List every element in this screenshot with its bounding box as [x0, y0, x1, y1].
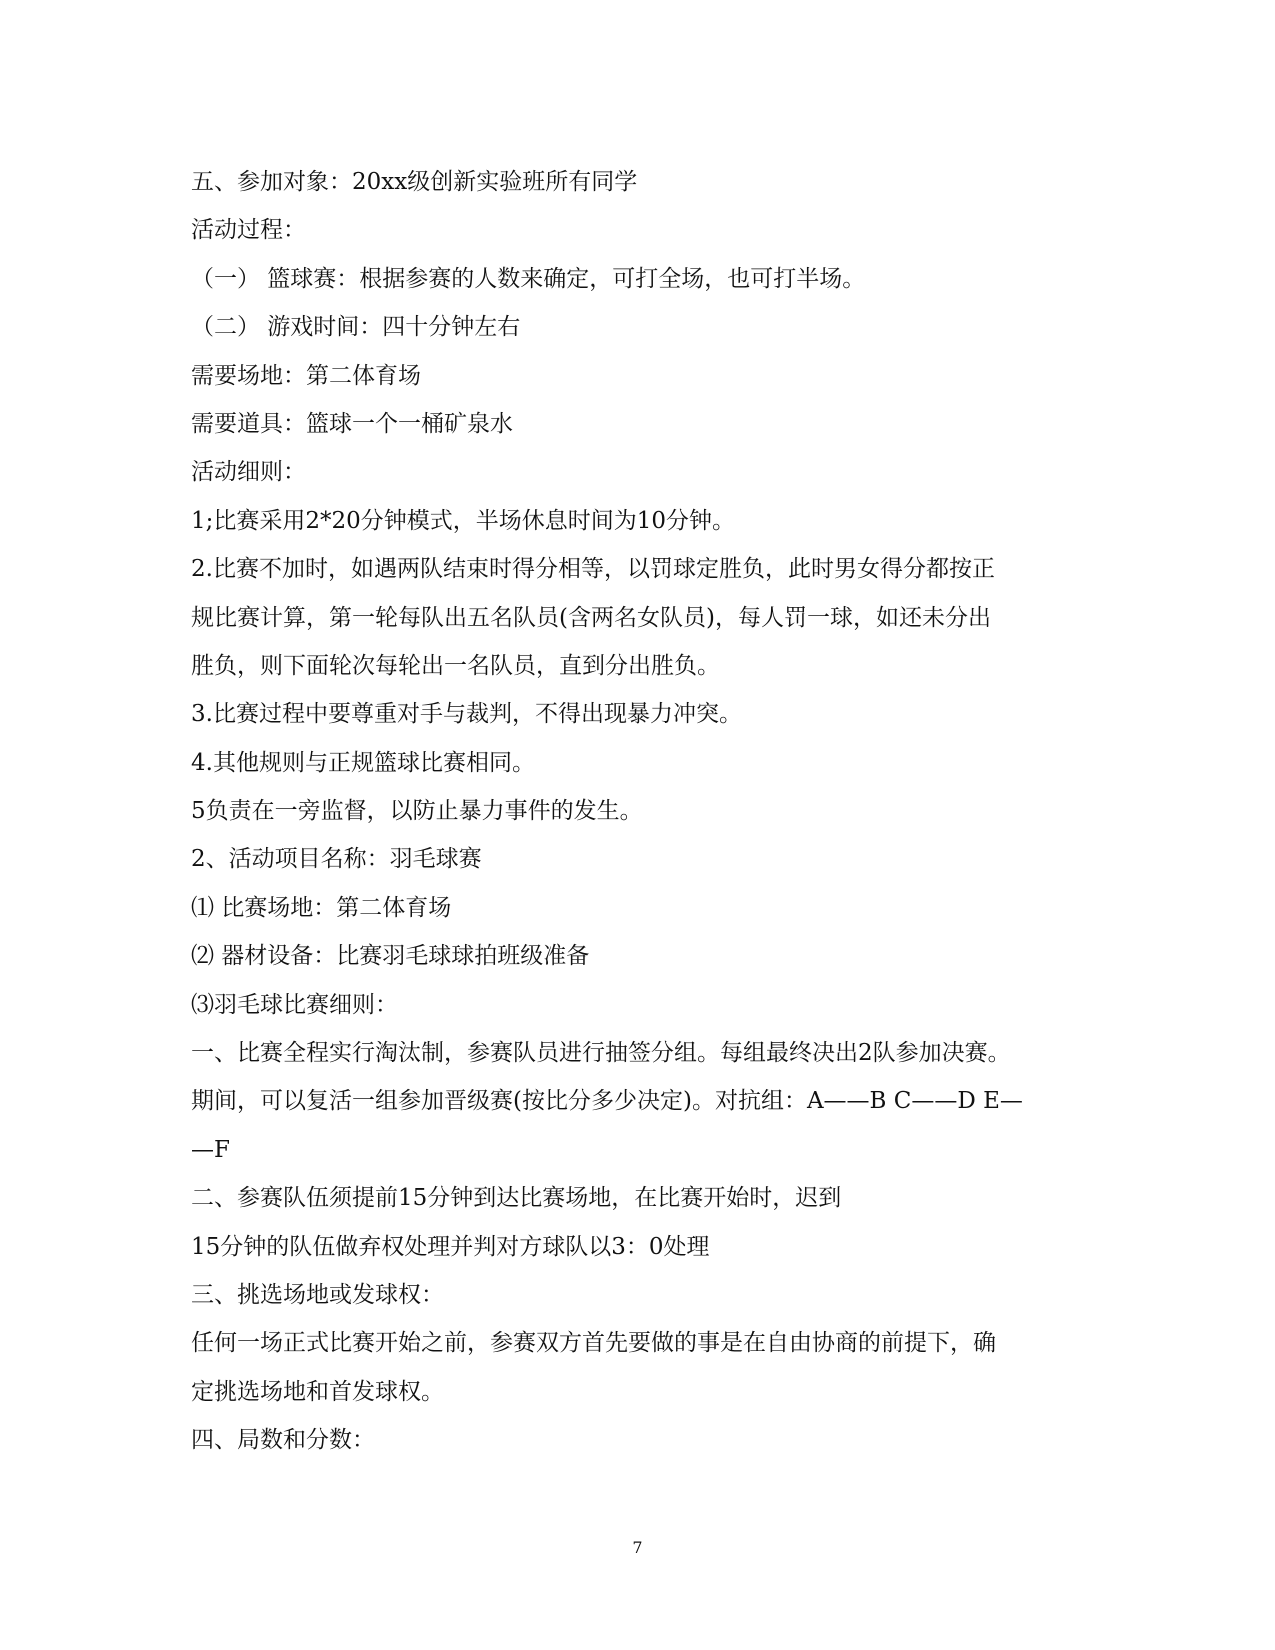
document-body — [191, 158, 1071, 1465]
text-line: 规比赛计算，第一轮每队出五名队员(含两名女队员)，每人罚一球，如还未分出 — [191, 604, 991, 631]
text-line: 2、活动项目名称：羽毛球赛 — [191, 846, 482, 873]
text-line: 四、局数和分数： — [191, 1427, 375, 1454]
text-line: ⑵ 器材设备：比赛羽毛球球拍班级准备 — [191, 943, 590, 970]
text-line: 期间，可以复活一组参加晋级赛(按比分多少决定)。对抗组：A——B C——D E— — [191, 1088, 1023, 1115]
text-line: （一） 篮球赛：根据参赛的人数来确定，可打全场，也可打半场。 — [191, 265, 866, 292]
text-line: 活动过程： — [191, 217, 306, 244]
text-line: 五、参加对象：20xx级创新实验班所有同学 — [191, 169, 638, 195]
text-line: 需要道具：篮球一个一桶矿泉水 — [191, 410, 513, 437]
text-line: 一、比赛全程实行淘汰制，参赛队员进行抽签分组。每组最终决出2队参加决赛。 — [191, 1040, 1011, 1067]
text-line: 15分钟的队伍做弃权处理并判对方球队以3：0处理 — [191, 1233, 710, 1260]
text-line: 二、参赛队伍须提前15分钟到达比赛场地，在比赛开始时，迟到 — [191, 1185, 842, 1212]
text-line: ⑴ 比赛场地：第二体育场 — [191, 894, 452, 921]
text-line: 任何一场正式比赛开始之前，参赛双方首先要做的事是在自由协商的前提下，确 — [191, 1330, 996, 1357]
text-line: ⑶羽毛球比赛细则： — [191, 991, 398, 1018]
text-line: 需要场地：第二体育场 — [191, 362, 421, 389]
text-line: 5负责在一旁监督，以防止暴力事件的发生。 — [191, 798, 643, 825]
text-line: 2.比赛不加时，如遇两队结束时得分相等，以罚球定胜负，此时男女得分都按正 — [191, 556, 995, 583]
text-line: 4.其他规则与正规篮球比赛相同。 — [191, 749, 535, 776]
text-line: —F — [191, 1136, 230, 1163]
text-line: 3.比赛过程中要尊重对手与裁判，不得出现暴力冲突。 — [191, 701, 742, 728]
text-line: 三、挑选场地或发球权： — [191, 1281, 444, 1308]
text-line: （二） 游戏时间：四十分钟左右 — [191, 314, 521, 341]
text-line: 胜负，则下面轮次每轮出一名队员，直到分出胜负。 — [191, 652, 720, 679]
text-line: 活动细则： — [191, 459, 306, 486]
page-number: 7 — [632, 1538, 643, 1557]
text-line: 1;比赛采用2*20分钟模式，半场休息时间为10分钟。 — [191, 507, 736, 534]
text-line: 定挑选场地和首发球权。 — [191, 1378, 444, 1405]
